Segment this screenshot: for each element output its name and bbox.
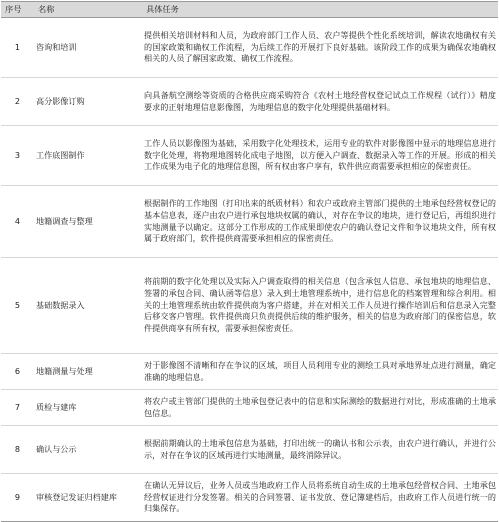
- table-header-row: [1, 2, 498, 18]
- table-row: [1, 390, 498, 426]
- row-no: 4: [1, 186, 34, 258]
- row-name: 地籍测量与处理: [34, 354, 142, 390]
- row-task: 根据前期确认的土地承包信息为基础，打印出统一的确认书和公示表，由农户进行确认，并进行公示，对存在争议的区域再进行实地测量，最终消除异议。: [142, 426, 498, 474]
- header-no: 序号: [1, 2, 34, 18]
- table-row: [1, 186, 498, 258]
- row-name: 基础数据录入: [34, 258, 142, 354]
- row-name: 高分影像订购: [34, 78, 142, 126]
- table-row: [1, 474, 498, 522]
- header-task: 具体任务: [142, 2, 498, 18]
- row-no: 9: [1, 474, 34, 522]
- table-row: [1, 426, 498, 474]
- row-name: 地籍调查与整理: [34, 186, 142, 258]
- row-task: 对于影像图不清晰和存在争议的区域，项目人员利用专业的测绘工具对承地界址点进行测量，确定准确的地理信息。: [142, 354, 498, 390]
- row-no: 6: [1, 354, 34, 390]
- row-no: 1: [1, 18, 34, 78]
- row-task: 根据制作的工作地图（打印出来的纸质材料）和农户或政府主管部门提供的土地承包经营权登记的基本信息表，逐户由农户进行承包地块权属的确认，对存在争议的地块，进行登记后，再组织进行实地测量予以确定。这部分工作形成的工作成果即使农户的确认登记文件和争议地块文件，所有权属于政府部门，软件提供商需要承担相应的保密责任。: [142, 186, 498, 258]
- row-task: 提供相关培训材料和人员，为政府部门工作人员、农户等提供个性化系统培训，解读农地确权有关的国家政策和确权工作流程，为后续工作的开展打下良好基础。该阶段工作的成果为确保农地确权相关的人员了解国家政策、确权工作流程。: [142, 18, 498, 78]
- row-no: 5: [1, 258, 34, 354]
- row-task: 将农户或主管部门提供的土地承包登记表中的信息和实际测绘的数据进行对比，形成准确的土地承包信息。: [142, 390, 498, 426]
- row-task: 向具备航空测绘等资质的合格供应商采购符合《农村土地经营权登记试点工作规程（试行）》精度要求的正射地理信息影像图，为地理信息的数字化处理提供基础材料。: [142, 78, 498, 126]
- table-row: [1, 354, 498, 390]
- row-name: 确认与公示: [34, 426, 142, 474]
- table-row: [1, 78, 498, 126]
- row-name: 审核登记发证归档建库: [34, 474, 142, 522]
- row-no: 2: [1, 78, 34, 126]
- row-name: 咨询和培训: [34, 18, 142, 78]
- row-task: 工作人员以影像图为基础，采用数字化处理技术，运用专业的软件对影像图中显示的地理信息进行数字化处理，将物理地图转化成电子地图，以方便入户调查、数据录入等工作的开展。形成的相关工作成果为电子化的地理信息图，所有权由客户享有，软件供应商需要承担相应的保密责任。: [142, 126, 498, 186]
- row-no: 8: [1, 426, 34, 474]
- row-task: 将前期的数字化处理以及实际入户调查取得的相关信息（包含承包人信息、承包地块的地理信息、签署的承包合同、确认函等信息）录入到土地管理系统中，进行信息化的档案管理和综合利用。相关的土地管理系统由软件提供商为客户搭建，并在对相关工作人员进行操作培训后和信息录入完整后移交客户管理。软件提供商只负责提供后续的维护服务，相关的信息为政府部门的保密信息，软件提供商享有所有权，需要承担保密责任。: [142, 258, 498, 354]
- row-no: 3: [1, 126, 34, 186]
- table-row: [1, 258, 498, 354]
- header-name: 名称: [34, 2, 142, 18]
- row-no: 7: [1, 390, 34, 426]
- row-name: 工作底图制作: [34, 126, 142, 186]
- row-task: 在确认无异议后，业务人员或当地政府工作人员将系统自动生成的土地承包经营权合同、土地承包经营权证进行分发签署。相关的合同签署、证书发放、登记簿建档后，由政府工作人员进行统一的归集保存。: [142, 474, 498, 522]
- table-row: [1, 126, 498, 186]
- row-name: 质检与建库: [34, 390, 142, 426]
- table-row: [1, 18, 498, 78]
- task-table: [1, 1, 498, 522]
